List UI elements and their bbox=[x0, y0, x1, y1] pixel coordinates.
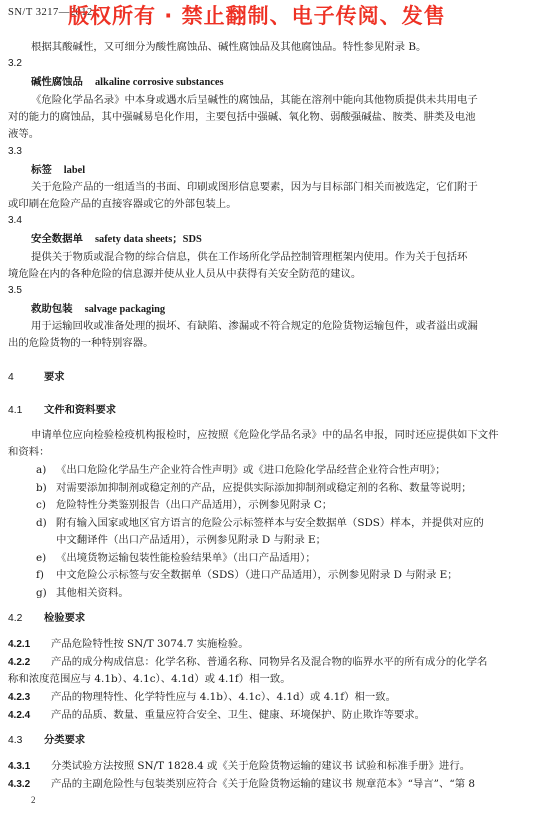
subclause-text: 分类试验方法按照 SN/T 1828.4 或《关于危险货物运输的建议书 试验和标准手册》进行。 bbox=[51, 760, 471, 772]
section-heading-4-3 bbox=[8, 733, 85, 748]
list-text: 中文翻译件（出口产品适用），示例参见附录 D 与附录 E； bbox=[56, 534, 326, 546]
subclause-number: 4.2.2 bbox=[8, 657, 31, 668]
term-en: salvage packaging bbox=[84, 304, 166, 315]
list-marker: a) bbox=[36, 464, 47, 476]
subclause bbox=[8, 637, 249, 652]
list-item bbox=[36, 516, 484, 530]
subclause-text: 产品的主副危险性与包装类别应符合《关于危险货物运输的建议书 规章范本》“导言”、“第 8 bbox=[51, 778, 475, 790]
section-heading-4-1 bbox=[8, 403, 116, 418]
clause-number: 3.4 bbox=[8, 215, 22, 226]
subclause bbox=[8, 655, 487, 670]
list-text: 《出口危险化学品生产企业符合性声明》或《进口危险化学品经营企业符合性声明》； bbox=[56, 464, 446, 476]
list-marker: c) bbox=[36, 499, 46, 511]
list-marker: g) bbox=[36, 587, 47, 599]
list-text: 《出境货物运输包装性能检验结果单》（出口产品适用）； bbox=[56, 552, 316, 564]
list-marker: b) bbox=[36, 482, 47, 494]
clause-number: 3.2 bbox=[8, 58, 22, 69]
text-line: 称和浓度范围应与 4.1b）、4.1c）、4.1d）或 4.1f）相一致。 bbox=[8, 673, 291, 685]
list-text: 危险特性分类鉴别报告（出口产品适用），示例参见附录 C； bbox=[56, 499, 333, 511]
list-text: 其他相关资料。 bbox=[56, 587, 129, 599]
text-line: 《危险化学品名录》中本身或遇水后呈碱性的腐蚀品，其能在溶剂中能向其他物质提供未共用电子 bbox=[31, 94, 478, 106]
section-title: 要求 bbox=[44, 371, 65, 383]
subclause-number: 4.3.2 bbox=[8, 779, 31, 790]
subclause-text: 产品的物理特性、化学特性应与 4.1b）、4.1c）、4.1d）或 4.1f）相一致。 bbox=[51, 691, 397, 703]
term-en: label bbox=[63, 165, 86, 176]
list-item bbox=[36, 551, 316, 565]
text-line: 用于运输回收或准备处理的损坏、有缺陷、渗漏或不符合规定的危险货物运输包件，或者溢出或漏 bbox=[31, 320, 478, 332]
subclause-text: 产品的成分构成信息：化学名称、普通名称、同物异名及混合物的临界水平的所有成分的化学名 bbox=[51, 656, 488, 668]
list-marker: f) bbox=[36, 569, 44, 581]
list-item bbox=[36, 481, 472, 495]
section-number: 4.2 bbox=[8, 613, 23, 624]
section-title: 分类要求 bbox=[44, 734, 86, 746]
subclause-number: 4.2.3 bbox=[8, 692, 31, 703]
list-text: 附有输入国家或地区官方语言的危险公示标签样本与安全数据单（SDS）样本，并提供对应的 bbox=[56, 517, 484, 529]
clause-number: 3.5 bbox=[8, 285, 22, 296]
list-item bbox=[36, 533, 326, 547]
list-text: 中文危险公示标签与安全数据单（SDS）（进口产品适用），示例参见附录 D 与附录 E； bbox=[56, 569, 458, 581]
section-title: 检验要求 bbox=[44, 612, 86, 624]
text-line: 申请单位应向检验检疫机构报检时，应按照《危险化学品名录》中的品名申报，同时还应提供如下文件 bbox=[31, 429, 499, 441]
text-line: 根据其酸碱性，又可细分为酸性腐蚀品、碱性腐蚀品及其他腐蚀品。特性参见附录 B。 bbox=[31, 41, 427, 53]
section-number: 4.3 bbox=[8, 735, 23, 746]
term-zh: 碱性腐蚀品 bbox=[31, 76, 83, 88]
text-line: 境危险在内的各种危险的信息源并使从业人员从中获得有关安全防范的建议。 bbox=[8, 268, 362, 280]
subclause-number: 4.2.4 bbox=[8, 710, 31, 721]
subclause-number: 4.2.1 bbox=[8, 639, 31, 650]
term-zh: 标签 bbox=[31, 164, 52, 176]
clause-number: 3.3 bbox=[8, 146, 22, 157]
subclause-text: 产品的品质、数量、重量应符合安全、卫生、健康、环境保护、防止欺诈等要求。 bbox=[51, 709, 426, 721]
list-item bbox=[36, 498, 332, 512]
text-line: 对的能力的腐蚀品，其中强碱易皂化作用，主要包括中强碱、氧化物、弱酸强碱盐、胺类、肼类及电池 bbox=[8, 111, 476, 123]
page-number: 2 bbox=[31, 795, 36, 805]
text-line: 出的危险货物的一种特别容器。 bbox=[8, 337, 154, 349]
term-heading bbox=[31, 75, 224, 90]
section-heading-4-2 bbox=[8, 611, 85, 626]
standard-code: SN/T 3217—2012 bbox=[8, 7, 93, 18]
list-item bbox=[36, 463, 446, 477]
subclause bbox=[8, 777, 475, 792]
list-item bbox=[36, 568, 458, 582]
copyright-watermark: 版权所有 · 禁止翻制、电子传阅、发售 bbox=[68, 4, 446, 28]
list-marker: d) bbox=[36, 517, 47, 529]
term-en: safety data sheets；SDS bbox=[94, 234, 202, 245]
term-zh: 安全数据单 bbox=[31, 233, 83, 245]
text-line: 提供关于物质或混合物的综合信息，供在工作场所化学品控制管理框架内使用。作为关于包括环 bbox=[31, 251, 468, 263]
subclause bbox=[8, 708, 425, 723]
subclause-text: 产品危险特性按 SN/T 3074.7 实施检验。 bbox=[51, 638, 249, 650]
list-item bbox=[36, 586, 129, 600]
list-text: 对需要添加抑制剂或稳定剂的产品，应提供实际添加抑制剂或稳定剂的名称、数量等说明； bbox=[56, 482, 472, 494]
subclause-number: 4.3.1 bbox=[8, 761, 31, 772]
list-marker: e) bbox=[36, 552, 47, 564]
section-title: 文件和资料要求 bbox=[44, 404, 117, 416]
term-heading bbox=[31, 302, 165, 317]
text-line: 关于危险产品的一组适当的书面、印刷或图形信息要素，因为与目标部门相关而被选定，它们附于 bbox=[31, 181, 478, 193]
section-number: 4.1 bbox=[8, 405, 23, 416]
text-line: 或印刷在危险产品的直接容器或它的外部包装上。 bbox=[8, 198, 237, 210]
term-heading bbox=[31, 232, 202, 247]
term-zh: 救助包装 bbox=[31, 303, 73, 315]
term-en: alkaline corrosive substances bbox=[94, 77, 224, 88]
text-line: 和资料： bbox=[8, 446, 50, 458]
text-line: 液等。 bbox=[8, 128, 40, 140]
section-number: 4 bbox=[8, 372, 14, 383]
section-heading-4 bbox=[8, 370, 65, 385]
subclause bbox=[8, 759, 470, 774]
subclause bbox=[8, 690, 396, 705]
term-heading bbox=[31, 163, 85, 178]
